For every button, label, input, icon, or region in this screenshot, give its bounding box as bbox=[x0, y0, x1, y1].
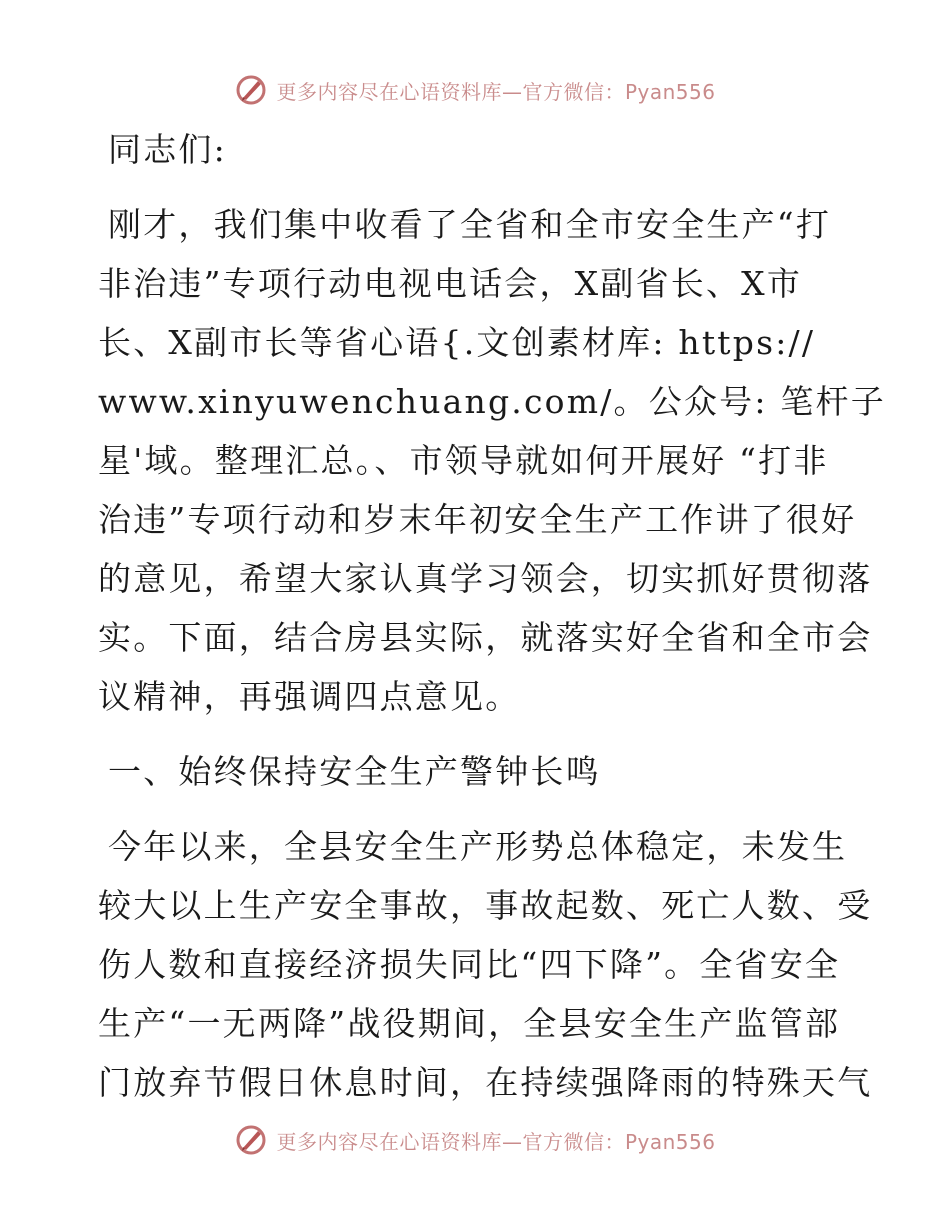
brush-logo-icon bbox=[234, 1123, 268, 1157]
paragraph-line: www.xinyuwenchuang.com/。公众号: 笔杆子 bbox=[98, 382, 886, 421]
watermark-text: 更多内容尽在心语资料库—官方微信：Pyan556 bbox=[276, 79, 716, 104]
paragraph-line: 伤人数和直接经济损失同比“四下降”。全省安全 bbox=[98, 945, 841, 984]
document-body bbox=[98, 120, 886, 1112]
paragraph-line: 的意见，希望大家认真学习领会，切实抓好贯彻落 bbox=[98, 559, 873, 598]
paragraph-line: 门放弃节假日休息时间，在持续强降雨的特殊天气 bbox=[98, 1063, 873, 1102]
brush-logo-icon bbox=[234, 73, 268, 107]
paragraph-line: 治违”专项行动和岁末年初安全生产工作讲了很好 bbox=[98, 500, 857, 539]
paragraph-line: 今年以来，全县安全生产形势总体稳定，未发生 bbox=[108, 827, 848, 866]
paragraph-2 bbox=[98, 817, 873, 1112]
paragraph-1 bbox=[98, 195, 886, 726]
header-watermark bbox=[0, 70, 950, 110]
paragraph-line: 非治违”专项行动电视电话会，X副省长、X市 bbox=[98, 264, 803, 303]
section-heading: 一、始终保持安全生产警钟长鸣 bbox=[108, 752, 601, 791]
paragraph-line: 刚才，我们集中收看了全省和全市安全生产“打 bbox=[108, 205, 832, 244]
paragraph-line: 生产“一无两降”战役期间，全县安全生产监管部 bbox=[98, 1004, 841, 1043]
salutation: 同志们: bbox=[108, 130, 227, 169]
watermark-text: 更多内容尽在心语资料库—官方微信：Pyan556 bbox=[276, 1129, 716, 1154]
footer-watermark bbox=[0, 1120, 950, 1160]
paragraph-line: 较大以上生产安全事故，事故起数、死亡人数、受 bbox=[98, 886, 873, 925]
paragraph-line: 议精神，再强调四点意见。 bbox=[98, 677, 521, 716]
paragraph-line: 星'域。整理汇总。、市领导就如何开展好 “打非 bbox=[98, 441, 829, 480]
paragraph-line: 实。下面，结合房县实际，就落实好全省和全市会 bbox=[98, 618, 873, 657]
paragraph-line: 长、X副市长等省心语{.文创素材库: https:// bbox=[98, 323, 816, 362]
